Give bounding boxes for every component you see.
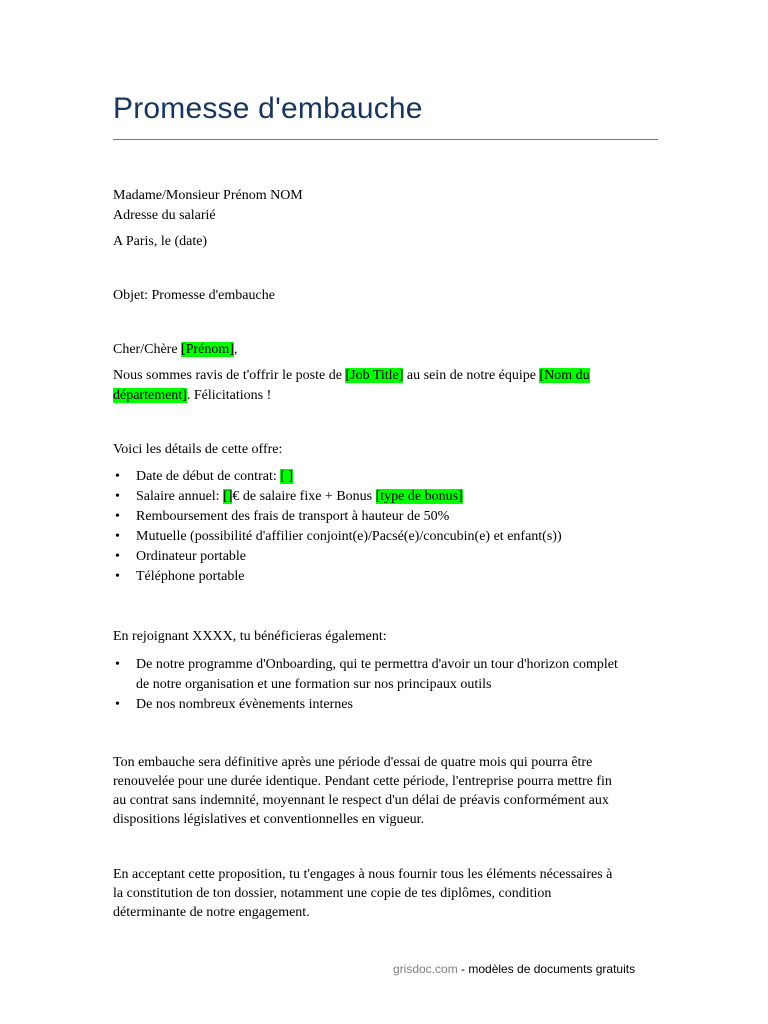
bullet-icon: • [115,657,120,672]
subject-line: Objet: Promesse d'embauche [113,288,275,303]
intro-text-1: Nous sommes ravis de t'offrir le poste de [113,368,346,383]
acceptance-paragraph [113,865,673,922]
list-item-continuation [113,675,618,695]
mutuelle-item: Mutuelle (possibilité d'affilier conjoint(e)/Pacsé(e)/concubin(e) et enfant(s)) [136,529,562,544]
list-item [113,507,562,527]
bullet-icon: • [115,529,120,544]
recipient-name: Madame/Monsieur Prénom NOM [113,188,303,203]
first-name-placeholder: [Prénom] [181,342,234,357]
greeting-suffix: , [233,342,238,357]
list-item [113,547,562,567]
trial-period-paragraph [113,753,673,829]
intro-line-2 [113,386,271,406]
onboarding-item-line-2: de notre organisation et une formation sur nos principaux outils [136,677,492,692]
bullet-icon: • [115,569,120,584]
bullet-icon: • [115,489,120,504]
acceptance-line-3: déterminante de notre engagement. [113,905,310,920]
list-item [113,567,562,587]
trial-line-4: dispositions législatives et conventionnelles en vigueur. [113,812,425,827]
intro-line-1 [113,366,590,386]
bullet-icon: • [115,549,120,564]
list-item [113,467,562,487]
bullet-icon: • [115,469,120,484]
start-date-placeholder: [ ] [280,469,294,484]
events-item: De nos nombreux évènements internes [136,697,353,712]
trial-line-3: au contrat sans indemnité, moyennant le respect d'un délai de préavis conformément aux [113,793,609,808]
greeting-prefix: Cher/Chère [113,342,182,357]
place-date: A Paris, le (date) [113,234,208,249]
bullet-icon: • [115,509,120,524]
list-item [113,695,618,715]
footer-site-link[interactable]: grisdoc.com [393,962,458,976]
job-title-placeholder: [Job Title] [345,368,404,383]
phone-item: Téléphone portable [136,569,245,584]
department-placeholder-start: [Nom du [539,368,590,383]
acceptance-line-1: En acceptant cette proposition, tu t'engages à nous fournir tous les éléments nécessaires à [113,867,613,882]
onboarding-item-line-1: De notre programme d'Onboarding, qui te permettra d'avoir un tour d'horizon complet [136,657,618,672]
intro-text-3: . Félicitations ! [186,388,272,403]
intro-text-2: au sein de notre équipe [403,368,540,383]
transport-item: Remboursement des frais de transport à hauteur de 50% [136,509,450,524]
trial-line-2: renouvelée pour une durée identique. Pendant cette période, l'entreprise pourra mettre fin [113,774,612,789]
title-divider [113,139,658,140]
footer-tagline: - modèles de documents gratuits [457,962,636,976]
salary-amount-placeholder: [] [223,489,233,504]
start-date-label: Date de début de contrat: [136,469,281,484]
list-item [113,655,618,675]
offer-list [113,467,562,587]
bullet-icon: • [115,697,120,712]
department-placeholder-end: département] [113,388,187,403]
list-item [113,487,562,507]
document-title: Promesse d'embauche [113,92,423,125]
trial-line-1: Ton embauche sera définitive après une période d'essai de quatre mois qui pourra être [113,755,593,770]
offer-heading: Voici les détails de cette offre: [113,442,283,457]
benefits-list [113,655,618,715]
page-footer [393,962,635,976]
greeting [113,340,237,360]
laptop-item: Ordinateur portable [136,549,247,564]
benefits-heading: En rejoignant XXXX, tu bénéficieras également: [113,629,387,644]
salary-label: Salaire annuel: [136,489,224,504]
salary-text: € de salaire fixe + Bonus [232,489,376,504]
list-item [113,527,562,547]
bonus-type-placeholder: [type de bonus] [375,489,463,504]
acceptance-line-2: la constitution de ton dossier, notamment une copie de tes diplômes, condition [113,886,552,901]
recipient-address: Adresse du salarié [113,208,216,223]
